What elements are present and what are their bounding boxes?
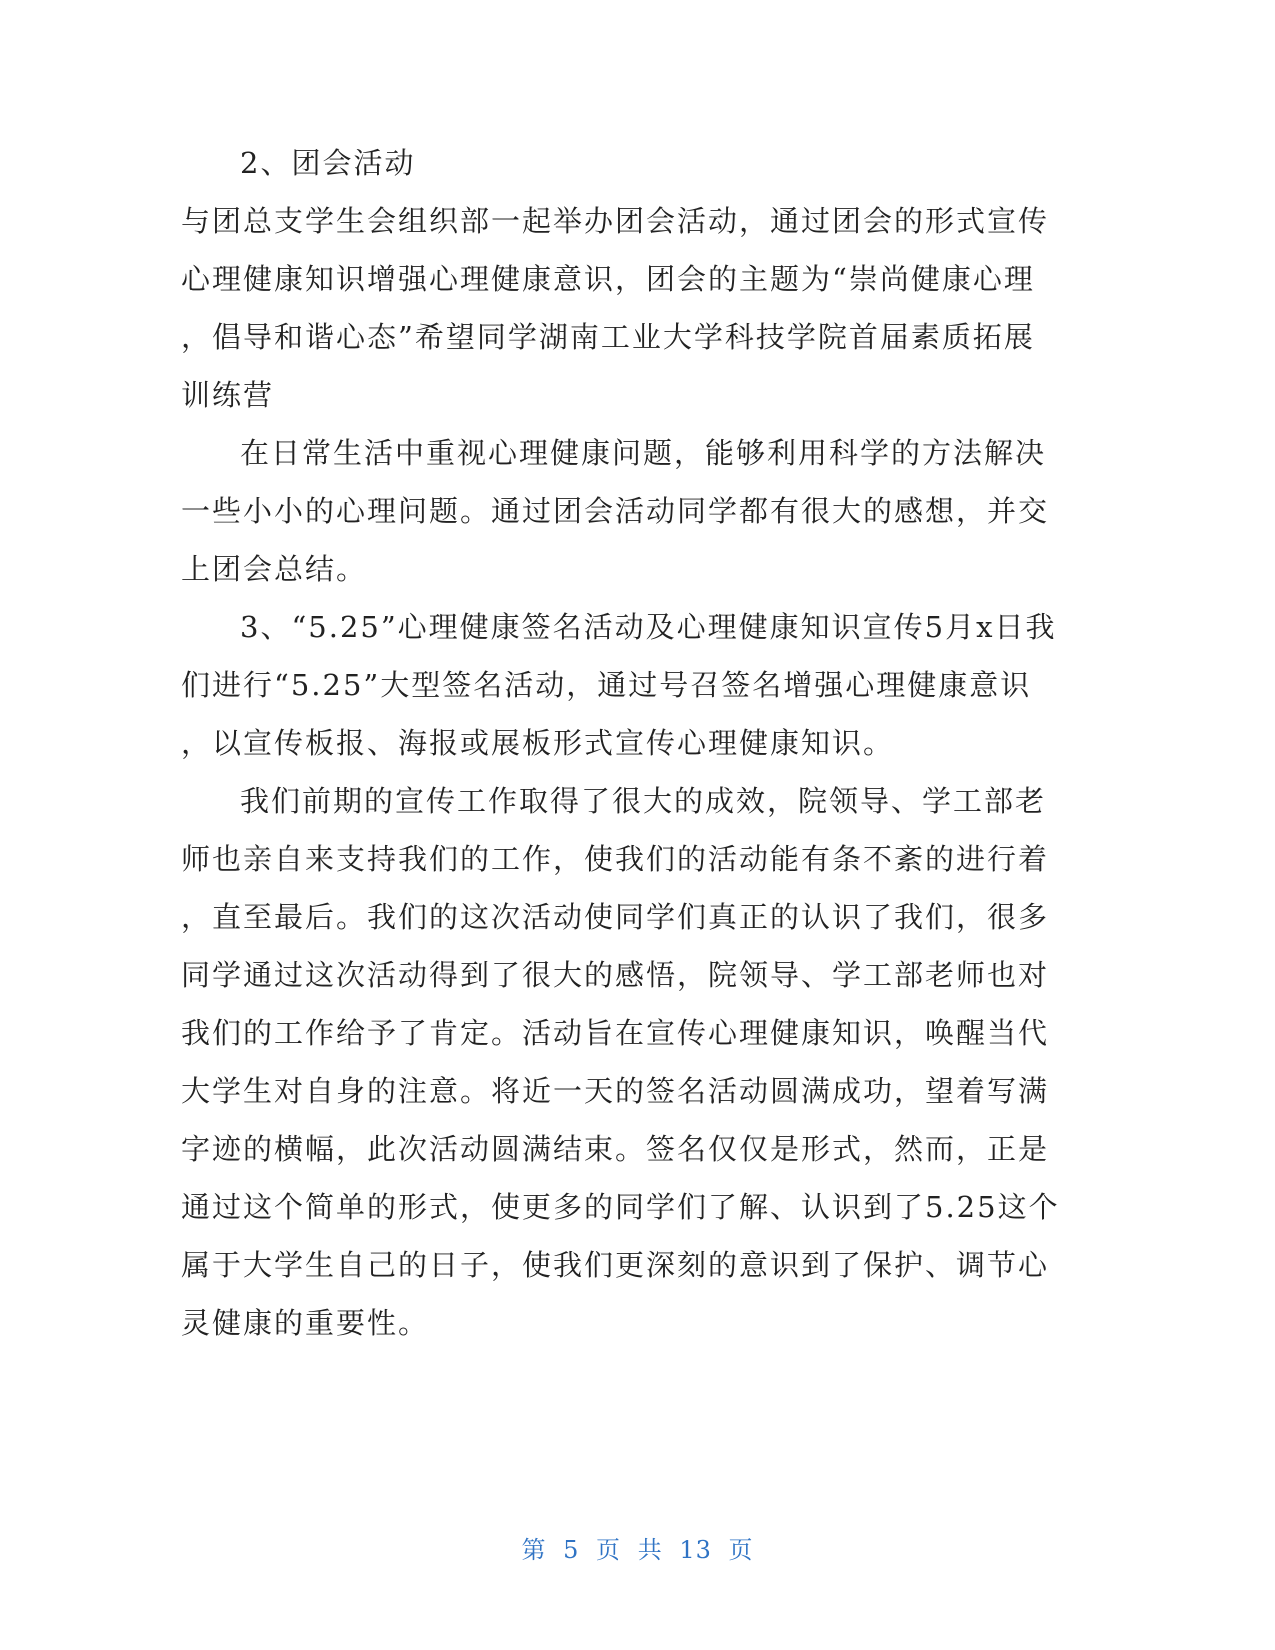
page-number-footer (0, 1534, 1275, 1566)
paragraph-line: ，直至最后。我们的这次活动使同学们真正的认识了我们，很多 (181, 900, 1050, 934)
paragraph-line: 我们前期的宣传工作取得了很大的成效，院领导、学工部老 (240, 784, 1047, 818)
paragraph-line: 在日常生活中重视心理健康问题，能够利用科学的方法解决 (240, 436, 1047, 470)
section-heading-3: 3、“5.25”心理健康签名活动及心理健康知识宣传5月x日我 (240, 610, 1057, 644)
paragraph-line: 心理健康知识增强心理健康意识，团会的主题为“崇尚健康心理 (181, 262, 1035, 296)
paragraph-line: ，倡导和谐心态”希望同学湖南工业大学科技学院首届素质拓展 (181, 320, 1035, 354)
paragraph-line: 我们的工作给予了肯定。活动旨在宣传心理健康知识，唤醒当代 (181, 1016, 1050, 1050)
footer-di: 第 (521, 1536, 547, 1564)
footer-gong: 共 (637, 1536, 663, 1564)
paragraph-line: 一些小小的心理问题。通过团会活动同学都有很大的感想，并交 (181, 494, 1050, 528)
paragraph-line: 与团总支学生会组织部一起举办团会活动，通过团会的形式宣传 (181, 204, 1050, 238)
paragraph-line: 灵健康的重要性。 (181, 1306, 430, 1340)
paragraph-line: 同学通过这次活动得到了很大的感悟，院领导、学工部老师也对 (181, 958, 1050, 992)
footer-current-page: 5 (563, 1536, 580, 1564)
paragraph-line: 大学生对自身的注意。将近一天的签名活动圆满成功，望着写满 (181, 1074, 1050, 1108)
paragraph-line: 字迹的横幅，此次活动圆满结束。签名仅仅是形式，然而，正是 (181, 1132, 1050, 1166)
paragraph-line: 师也亲自来支持我们的工作，使我们的活动能有条不紊的进行着 (181, 842, 1050, 876)
paragraph-line: 属于大学生自己的日子，使我们更深刻的意识到了保护、调节心 (181, 1248, 1050, 1282)
footer-total-pages: 13 (679, 1536, 712, 1564)
paragraph-line: 上团会总结。 (181, 552, 368, 586)
footer-ye: 页 (596, 1536, 622, 1564)
paragraph-line: 们进行“5.25”大型签名活动，通过号召签名增强心理健康意识 (181, 668, 1032, 702)
paragraph-line: ，以宣传板报、海报或展板形式宣传心理健康知识。 (181, 726, 895, 760)
paragraph-line: 通过这个简单的形式，使更多的同学们了解、认识到了5.25这个 (181, 1190, 1060, 1224)
paragraph-line: 训练营 (181, 378, 275, 412)
section-heading-2: 2、团会活动 (240, 146, 416, 180)
footer-ye: 页 (728, 1536, 754, 1564)
